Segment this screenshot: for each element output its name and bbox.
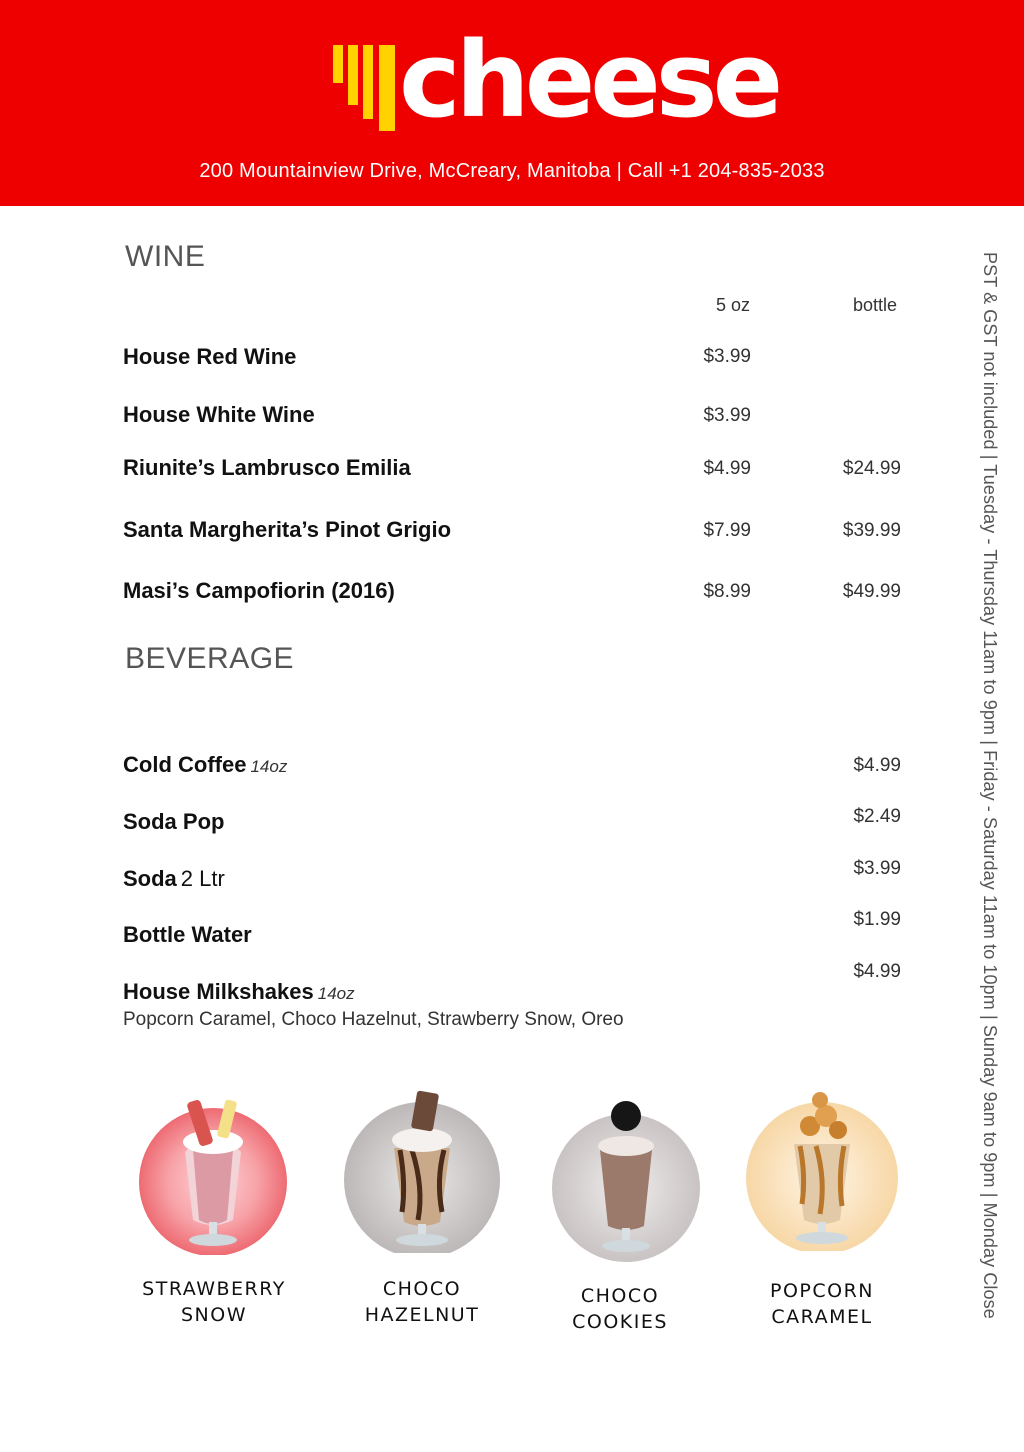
wine-price-glass: $3.99: [703, 346, 751, 367]
milkshake-flavors-description: Popcorn Caramel, Choco Hazelnut, Strawberry Snow, Oreo: [123, 1009, 624, 1030]
wine-price-glass: $8.99: [703, 581, 751, 602]
beverage-item: [123, 866, 225, 892]
column-header-glass: 5 oz: [716, 295, 751, 315]
beverage-item-size: 14oz: [250, 757, 288, 776]
beverage-item: [123, 979, 355, 1005]
wine-section-title: WINE: [125, 240, 206, 273]
beverage-price: $4.99: [853, 961, 901, 982]
wine-price-glass: $3.99: [703, 405, 751, 426]
beverage-price: $3.99: [853, 858, 901, 879]
beverage-section-title: BEVERAGE: [125, 642, 295, 675]
beverage-item-name: Bottle Water: [123, 922, 252, 947]
beverage-item-size: 2 Ltr: [180, 866, 225, 891]
wine-price-glass: $7.99: [703, 520, 751, 541]
brand-logo[interactable]: [333, 19, 779, 141]
wine-item-name: House Red Wine: [123, 344, 297, 369]
beverage-price: $2.49: [853, 806, 901, 827]
brand-wordmark: cheese: [399, 19, 779, 141]
beverage-price: $4.99: [853, 755, 901, 776]
wine-item-name: Masi’s Campofiorin (2016): [123, 578, 395, 603]
logo-bars-icon: [333, 45, 403, 131]
beverage-item: [123, 752, 287, 778]
beverage-item-name: House Milkshakes: [123, 979, 314, 1004]
beverage-item: [123, 922, 252, 948]
wine-price-bottle: $39.99: [842, 520, 901, 541]
milkshake-label: POPCORN CARAMEL: [769, 1280, 874, 1328]
wine-item-name: House White Wine: [123, 402, 315, 427]
beverage-price: $1.99: [853, 909, 901, 930]
header-banner: [0, 0, 1024, 206]
wine-price-bottle: $49.99: [842, 581, 901, 602]
address-phone: 200 Mountainview Drive, McCreary, Manitoba | Call +1 204-835-2033: [199, 160, 825, 182]
beverage-item-name: Cold Coffee: [123, 752, 247, 777]
tax-and-hours-note: PST & GST not included | Tuesday - Thursday 11am to 9pm | Friday - Saturday 11am to 10pm | Sunday 9am to 9pm | Monday Close: [980, 252, 1000, 1319]
beverage-item-name: Soda Pop: [123, 809, 225, 834]
choco-hazelnut-milkshake-icon[interactable]: [340, 1088, 505, 1253]
popcorn-caramel-milkshake-icon[interactable]: [740, 1086, 905, 1251]
wine-price-glass: $4.99: [703, 458, 751, 479]
wine-item-name: Riunite’s Lambrusco Emilia: [123, 455, 411, 480]
milkshake-label: CHOCO COOKIES: [572, 1285, 668, 1333]
milkshake-label: CHOCO HAZELNUT: [364, 1278, 480, 1326]
beverage-item-name: Soda: [123, 866, 177, 891]
milkshake-label: STRAWBERRY SNOW: [142, 1278, 286, 1326]
choco-cookies-milkshake-icon[interactable]: [546, 1100, 706, 1265]
strawberry-milkshake-icon[interactable]: [133, 1090, 293, 1255]
wine-price-bottle: $24.99: [842, 458, 901, 479]
beverage-item-size: 14oz: [317, 984, 355, 1003]
beverage-item: [123, 809, 224, 835]
wine-item-name: Santa Margherita’s Pinot Grigio: [123, 517, 452, 542]
column-header-bottle: bottle: [853, 295, 898, 315]
